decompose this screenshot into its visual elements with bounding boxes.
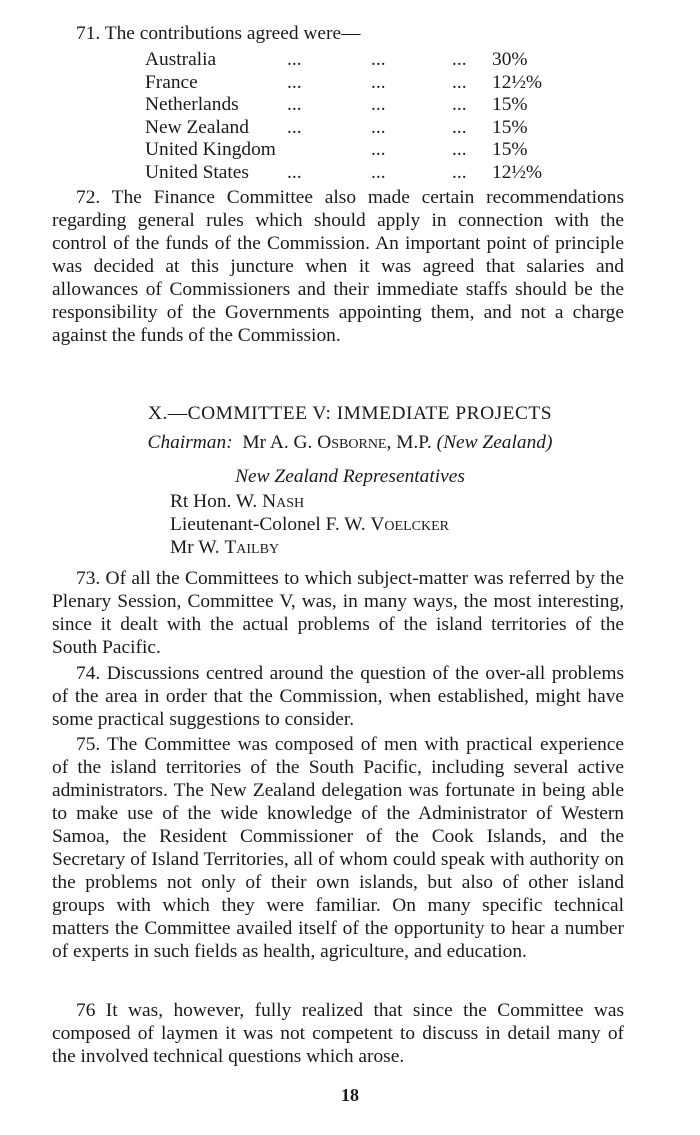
country-name: Netherlands	[145, 94, 239, 115]
representative-prefix: Rt Hon. W.	[170, 491, 258, 512]
chairman-country: (New Zealand)	[436, 432, 553, 453]
country-name: United Kingdom	[145, 139, 276, 160]
leader-dots: ...	[452, 161, 467, 183]
leader-dots: ...	[371, 116, 386, 138]
representative-surname: Voelcker	[370, 514, 449, 535]
contribution-row	[145, 72, 565, 95]
leader-dots: ...	[452, 94, 467, 115]
representative-line	[170, 536, 279, 559]
leader-dots: ...	[371, 71, 386, 93]
contributions-table	[145, 49, 565, 184]
leader-dots: ...	[287, 116, 302, 138]
leader-dots: ...	[452, 71, 467, 93]
representative-surname: Nash	[262, 491, 305, 512]
paragraph-73: 73. Of all the Committees to which subject-matter was referred by the Plenary Session, Committee V, was, in many ways, the most interesting, since it dealt with the actual problems of the island territories of the South Pacific.	[52, 568, 624, 658]
contribution-row	[145, 117, 565, 140]
leader-dots: ...	[371, 94, 386, 115]
contribution-share: 15%	[492, 94, 528, 115]
paragraph-72: 72. The Finance Committee also made certain recommendations regarding general rules which should apply in connection with the control of the funds of the Commission. An important point of principle was decided at this juncture when it was agreed that salaries and allowances of Commissioners and their immediate staffs should be the responsibility of the Governments appointing them, and not a charge against the funds of the Commission.	[52, 187, 624, 346]
page-number: 18	[341, 1085, 359, 1105]
country-name: France	[145, 71, 198, 93]
paragraph-71-intro: 71. The contributions agreed were—	[76, 23, 361, 44]
contribution-share: 12½%	[492, 161, 543, 183]
contribution-row	[145, 162, 565, 185]
chairman-label: Chairman:	[147, 432, 233, 453]
leader-dots: ...	[371, 139, 386, 160]
chairman-surname: Osborne	[317, 432, 387, 453]
country-name: New Zealand	[145, 116, 249, 138]
leader-dots: ...	[287, 49, 302, 70]
representative-prefix: Mr W.	[170, 537, 220, 558]
leader-dots: ...	[287, 71, 302, 93]
leader-dots: ...	[371, 161, 386, 183]
representatives-title: New Zealand Representatives	[235, 466, 465, 487]
section-heading: X.—COMMITTEE V: IMMEDIATE PROJECTS	[147, 403, 553, 424]
representative-line	[170, 513, 449, 536]
leader-dots: ...	[371, 49, 386, 70]
contribution-share: 15%	[492, 139, 528, 160]
country-name: Australia	[145, 49, 217, 70]
representative-line	[170, 490, 304, 513]
contribution-share: 30%	[492, 49, 528, 70]
representative-surname: Tailby	[224, 537, 280, 558]
contribution-row	[145, 49, 565, 72]
paragraph-76: 76 It was, however, fully realized that since the Committee was composed of laymen it was not competent to discuss in detail many of the involved technical questions which arose.	[52, 1000, 624, 1067]
country-name: United States	[145, 161, 249, 183]
contribution-row	[145, 94, 565, 117]
leader-dots: ...	[287, 94, 302, 115]
chairman-name-prefix: Mr A. G.	[242, 432, 313, 453]
leader-dots: ...	[452, 139, 467, 160]
chairman-suffix: , M.P.	[386, 432, 432, 453]
contribution-share: 12½%	[492, 71, 543, 93]
representative-prefix: Lieutenant-Colonel F. W.	[170, 514, 366, 535]
paragraph-75: 75. The Committee was composed of men with practical experience of the island territories of the South Pacific, including several active administrators. The New Zealand delegation was fortunate in being able to make use of the wide knowledge of the Administrator of Western Samoa, the Resident Commissioner of the Cook Islands, and the Secretary of Island Territories, all of whom could speak with authority on the problems not only of their own islands, but also of other island groups with which they were familiar. On many specific technical matters the Committee availed itself of the opportunity to hear a number of experts in such fields as health, agriculture, and education.	[52, 734, 624, 962]
leader-dots: ...	[287, 161, 302, 183]
contribution-row	[145, 139, 565, 162]
contribution-share: 15%	[492, 116, 528, 138]
leader-dots: ...	[452, 116, 467, 138]
leader-dots: ...	[452, 49, 467, 70]
chairman-line	[0, 431, 700, 454]
paragraph-74: 74. Discussions centred around the question of the over-all problems of the area in order that the Commission, when established, might have some practical suggestions to consider.	[52, 663, 624, 730]
